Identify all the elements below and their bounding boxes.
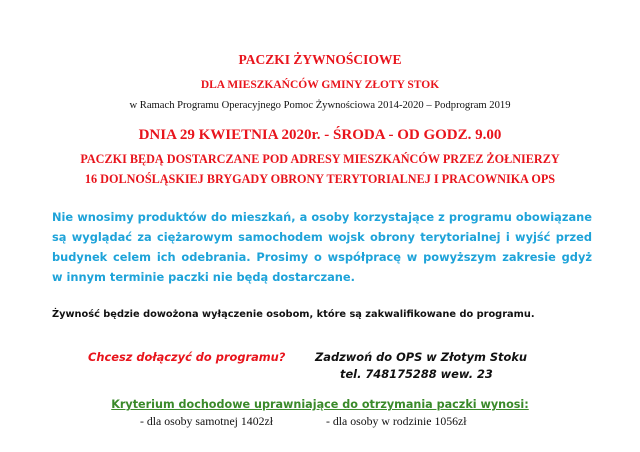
subtitle: DLA MIESZKAŃCÓW GMINY ZŁOTY STOK bbox=[200, 79, 440, 91]
income-single: - dla osoby samotnej 1402zł bbox=[140, 414, 274, 428]
notice-line-4: w innym terminie paczki nie będą dostarczane. bbox=[52, 270, 355, 284]
program-line: w Ramach Programu Operacyjnego Pomoc Żywnościowa 2014-2020 – Podprogram 2019 bbox=[129, 100, 511, 111]
date-line: DNIA 29 KWIETNIA 2020r. - ŚRODA - OD GODZ. 9.00 bbox=[138, 127, 502, 143]
contact-phone: tel. 748175288 wew. 23 bbox=[340, 367, 493, 381]
delivery-line-1: PACZKI BĘDĄ DOSTARCZANE POD ADRESY MIESZKAŃCÓW PRZEZ ŻOŁNIERZY bbox=[80, 152, 560, 166]
contact-line-1: Zadzwoń do OPS w Złotym Stoku bbox=[315, 350, 528, 364]
notice-line-3: budynek celem ich odebrania. Prosimy o współpracę w powyższym zakresie gdyż bbox=[52, 250, 592, 264]
delivery-line-2: 16 DOLNOŚLĄSKIEJ BRYGADY OBRONY TERYTORIALNEJ I PRACOWNIKA OPS bbox=[84, 172, 556, 186]
income-family: - dla osoby w rodzinie 1056zł bbox=[326, 414, 467, 428]
notice-line-1: Nie wnosimy produktów do mieszkań, a osoby korzystające z programu obowiązane bbox=[52, 210, 592, 224]
income-heading: Kryterium dochodowe uprawniające do otrzymania paczki wynosi: bbox=[111, 398, 529, 411]
join-question: Chcesz dołączyć do programu? bbox=[88, 350, 286, 364]
title: PACZKI ŻYWNOŚCIOWE bbox=[238, 52, 402, 67]
eligibility-note: Żywność będzie dowożona wyłączenie osobom, które są zakwalifikowane do programu. bbox=[52, 309, 535, 320]
notice-line-2: są wyglądać za ciężarowym samochodem wojsk obrony terytorialnej i wyjść przed bbox=[52, 230, 592, 244]
